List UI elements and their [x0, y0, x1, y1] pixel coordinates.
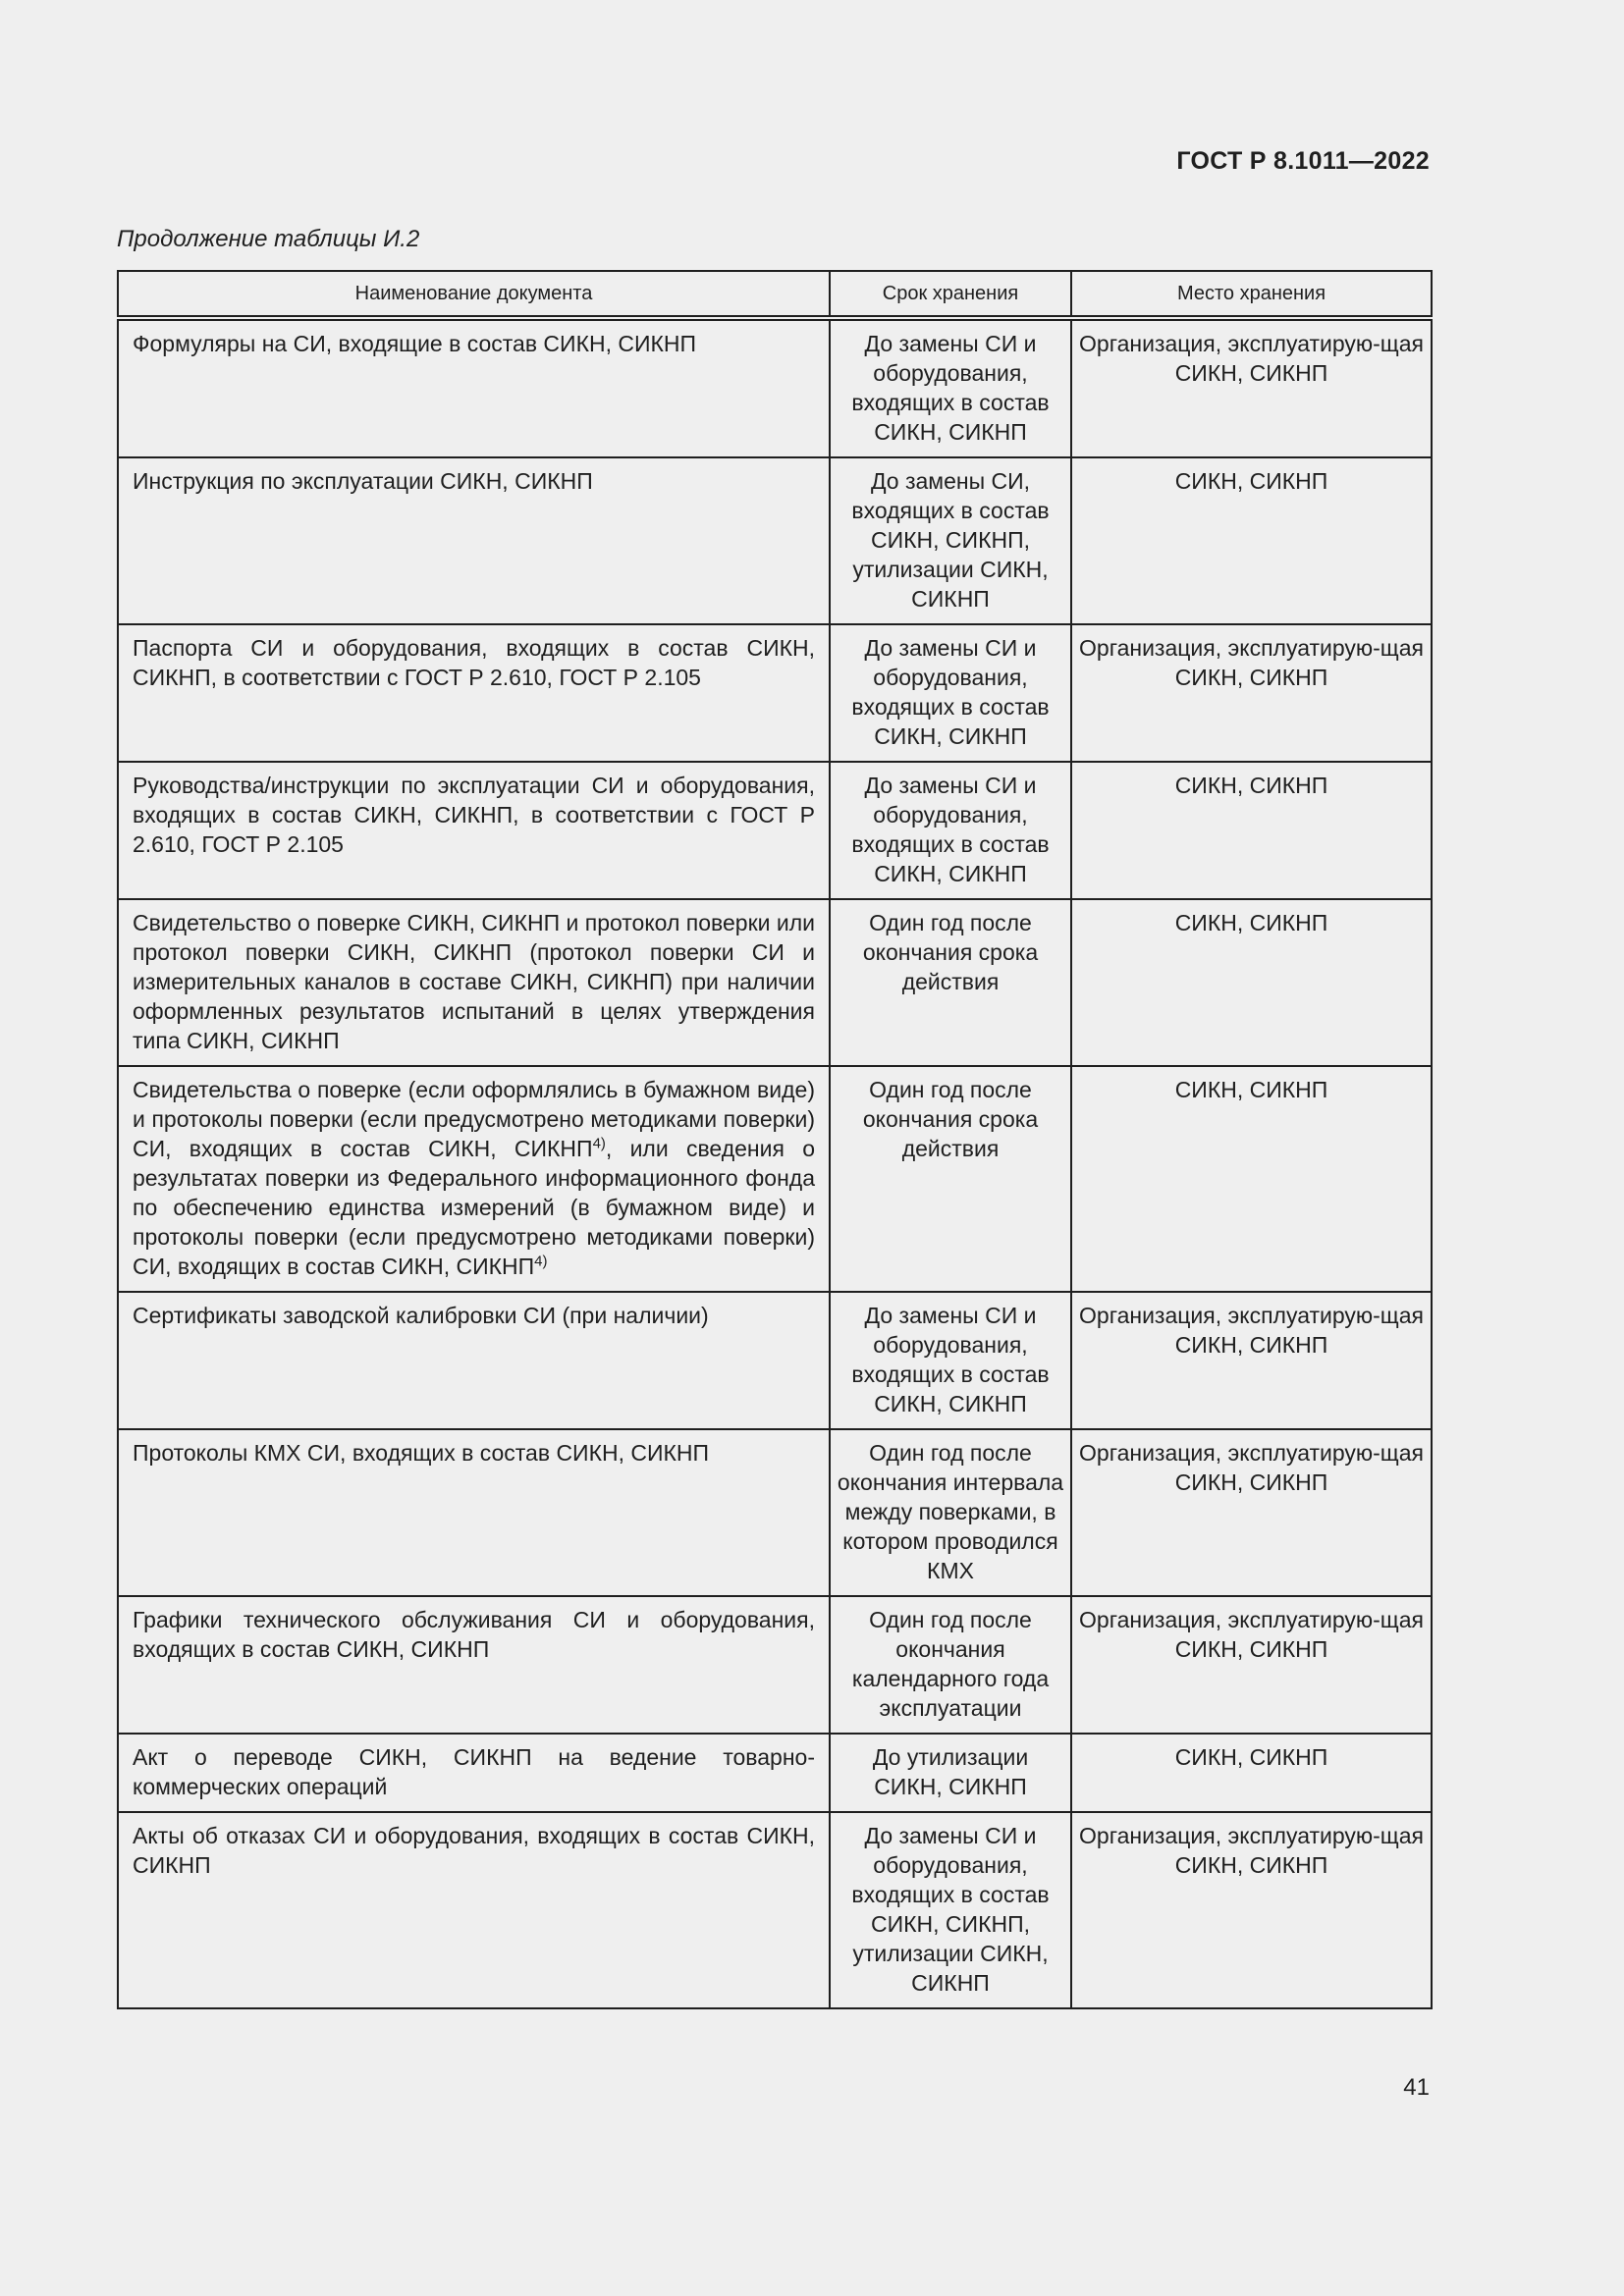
- storage-term-cell: До замены СИ и оборудования, входящих в состав СИКН, СИКНП: [830, 624, 1071, 762]
- table-caption: Продолжение таблицы И.2: [117, 226, 420, 252]
- table-row: [118, 1292, 1432, 1429]
- table-row: [118, 762, 1432, 899]
- table-row: [118, 1812, 1432, 2008]
- table-row: [118, 318, 1432, 457]
- storage-term-cell: Один год после окончания интервала между поверками, в котором проводился КМХ: [830, 1429, 1071, 1596]
- storage-term-cell: До утилизации СИКН, СИКНП: [830, 1734, 1071, 1812]
- storage-term-cell: До замены СИ и оборудования, входящих в состав СИКН, СИКНП, утилизации СИКН, СИКНП: [830, 1812, 1071, 2008]
- storage-term-cell: До замены СИ, входящих в состав СИКН, СИКНП, утилизации СИКН, СИКНП: [830, 457, 1071, 624]
- storage-term-cell: До замены СИ и оборудования, входящих в состав СИКН, СИКНП: [830, 1292, 1071, 1429]
- table-row: [118, 1734, 1432, 1812]
- document-code: ГОСТ Р 8.1011—2022: [1176, 147, 1430, 175]
- table-row: [118, 1429, 1432, 1596]
- document-name-cell: Графики технического обслуживания СИ и оборудования, входящих в состав СИКН, СИКНП: [118, 1596, 830, 1734]
- table-header-row: [118, 271, 1432, 318]
- table-row: [118, 624, 1432, 762]
- column-header-storage-place: Место хранения: [1071, 271, 1432, 318]
- document-name-cell: Протоколы КМХ СИ, входящих в состав СИКН, СИКНП: [118, 1429, 830, 1596]
- document-name-cell: Формуляры на СИ, входящие в состав СИКН, СИКНП: [118, 318, 830, 457]
- storage-place-cell: Организация, эксплуатирую-щая СИКН, СИКНП: [1071, 1292, 1432, 1429]
- storage-place-cell: Организация, эксплуатирую-щая СИКН, СИКНП: [1071, 1429, 1432, 1596]
- storage-place-cell: СИКН, СИКНП: [1071, 762, 1432, 899]
- table-row: [118, 457, 1432, 624]
- storage-term-cell: До замены СИ и оборудования, входящих в состав СИКН, СИКНП: [830, 318, 1071, 457]
- document-name-cell: Свидетельство о поверке СИКН, СИКНП и протокол поверки или протокол поверки СИКН, СИКНП (протокол поверки СИ и измерительных каналов в составе СИКН, СИКНП) при наличии оформленных результатов испытаний в целях утверждения типа СИКН, СИКНП: [118, 899, 830, 1066]
- storage-term-cell: Один год после окончания срока действия: [830, 1066, 1071, 1292]
- document-name-text: , или сведения о результатах поверки из Федерального информационного фонда по обеспечению единства измерений (в бумажном виде) и протоколы поверки (если предусмотрено методиками поверки) СИ, входящих в состав СИКН, СИКНП: [133, 1136, 815, 1279]
- storage-term-cell: До замены СИ и оборудования, входящих в состав СИКН, СИКНП: [830, 762, 1071, 899]
- document-name-cell: Инструкция по эксплуатации СИКН, СИКНП: [118, 457, 830, 624]
- storage-place-cell: Организация, эксплуатирую-щая СИКН, СИКНП: [1071, 1812, 1432, 2008]
- storage-place-cell: СИКН, СИКНП: [1071, 1066, 1432, 1292]
- document-name-cell: Руководства/инструкции по эксплуатации СИ и оборудования, входящих в состав СИКН, СИКНП, в соответствии с ГОСТ Р 2.610, ГОСТ Р 2.105: [118, 762, 830, 899]
- column-header-storage-term: Срок хранения: [830, 271, 1071, 318]
- page-number: 41: [1403, 2074, 1430, 2101]
- table-row: [118, 1596, 1432, 1734]
- storage-table: [117, 270, 1433, 2009]
- storage-place-cell: СИКН, СИКНП: [1071, 899, 1432, 1066]
- storage-term-cell: Один год после окончания календарного года эксплуатации: [830, 1596, 1071, 1734]
- storage-place-cell: Организация, эксплуатирую-щая СИКН, СИКНП: [1071, 624, 1432, 762]
- storage-place-cell: Организация, эксплуатирую-щая СИКН, СИКНП: [1071, 318, 1432, 457]
- storage-place-cell: СИКН, СИКНП: [1071, 1734, 1432, 1812]
- document-name-cell: Паспорта СИ и оборудования, входящих в состав СИКН, СИКНП, в соответствии с ГОСТ Р 2.610, ГОСТ Р 2.105: [118, 624, 830, 762]
- storage-place-cell: СИКН, СИКНП: [1071, 457, 1432, 624]
- table-row: [118, 899, 1432, 1066]
- storage-term-cell: Один год после окончания срока действия: [830, 899, 1071, 1066]
- column-header-document-name: Наименование документа: [118, 271, 830, 318]
- document-name-cell: Акты об отказах СИ и оборудования, входящих в состав СИКН, СИКНП: [118, 1812, 830, 2008]
- document-name-cell: Сертификаты заводской калибровки СИ (при наличии): [118, 1292, 830, 1429]
- storage-place-cell: Организация, эксплуатирую-щая СИКН, СИКНП: [1071, 1596, 1432, 1734]
- table-row: [118, 1066, 1432, 1292]
- footnote-ref: 4): [534, 1253, 548, 1270]
- document-name-cell: Акт о переводе СИКН, СИКНП на ведение товарно-коммерческих операций: [118, 1734, 830, 1812]
- footnote-ref: 4): [592, 1135, 606, 1152]
- document-name-cell: [118, 1066, 830, 1292]
- document-name-text: Свидетельства о поверке (если оформлялись в бумажном виде) и протоколы поверки (если предусмотрено методиками поверки) СИ, входящих в состав СИКН, СИКНП: [133, 1077, 815, 1161]
